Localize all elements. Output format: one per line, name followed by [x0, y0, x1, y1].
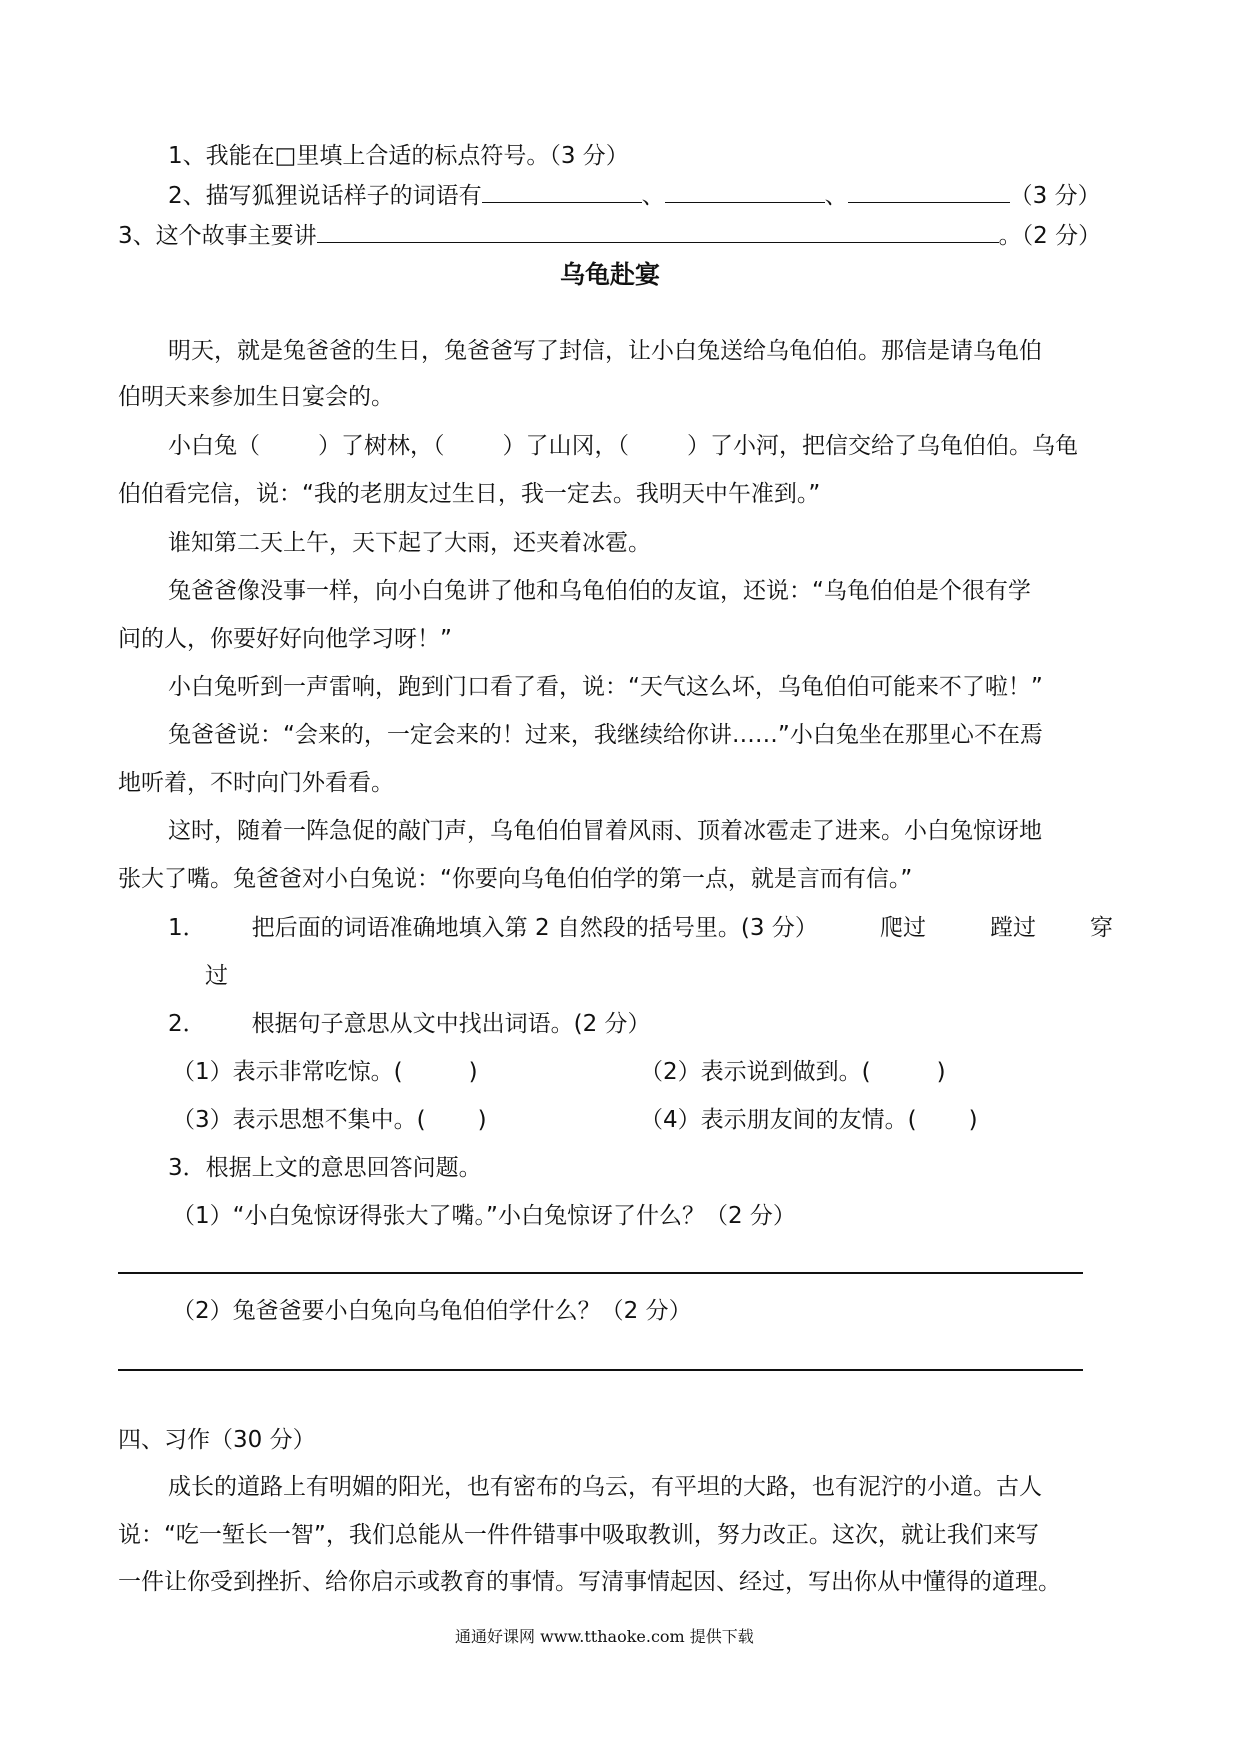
word-option-3-part-2: 过 [205, 963, 228, 989]
writing-heading: 四、习作（30 分） [118, 1427, 316, 1453]
sub-question-3 [172, 1105, 487, 1135]
question-2-fox-words [168, 180, 1101, 211]
text-segment: ）了山冈，（ [502, 433, 629, 459]
paragraph-7-line-1: 这时，随着一阵急促的敲门声，乌龟伯伯冒着风雨、顶着冰雹走了进来。小白兔惊讶地 [168, 818, 1042, 844]
bracket-close: ) [468, 1059, 478, 1085]
answer-blank[interactable] [317, 220, 999, 243]
text-segment: ）了树林，（ [318, 433, 445, 459]
sub-question-text: （2）表示说到做到。( [640, 1059, 871, 1085]
score-label: 。（2 分） [998, 223, 1102, 249]
answer-question-1: （1）“小白兔惊讶得张大了嘴。”小白兔惊讶了什么？（2 分） [172, 1203, 796, 1229]
sub-question-1 [172, 1057, 478, 1087]
paragraph-3: 谁知第二天上午，天下起了大雨，还夹着冰雹。 [168, 530, 651, 556]
answer-question-2: （2）兔爸爸要小白兔向乌龟伯伯学什么？（2 分） [172, 1298, 692, 1324]
writing-prompt-line-3: 一件让你受到挫折、给你启示或教育的事情。写清事情起因、经过，写出你从中懂得的道理。 [118, 1569, 1061, 1595]
sub-question-2 [640, 1057, 946, 1087]
paragraph-2-line-2: 伯伯看完信，说：“我的老朋友过生日，我一定去。我明天中午准到。” [118, 481, 821, 507]
answer-blank[interactable] [665, 180, 825, 203]
bracket-close: ) [477, 1107, 487, 1133]
question-1-punctuation: 1、我能在□里填上合适的标点符号。（3 分） [168, 143, 629, 169]
paragraph-5: 小白兔听到一声雷响，跑到门口看了看，说：“天气这么坏，乌龟伯伯可能来不了啦！” [168, 674, 1043, 700]
paragraph-1-line-1: 明天，就是兔爸爸的生日，兔爸爸写了封信，让小白兔送给乌龟伯伯。那信是请乌龟伯 [168, 338, 1042, 364]
score-label: （3 分） [1009, 183, 1101, 209]
paragraph-6-line-1: 兔爸爸说：“会来的，一定会来的！过来，我继续给你讲……”小白兔坐在那里心不在焉 [168, 722, 1043, 748]
paragraph-2-line-1 [168, 431, 1078, 461]
question-number: 1． [168, 915, 206, 941]
writing-prompt-line-1: 成长的道路上有明媚的阳光，也有密布的乌云，有平坦的大路，也有泥泞的小道。古人 [168, 1474, 1042, 1500]
paragraph-6-line-2: 地听着，不时向门外看看。 [118, 770, 394, 796]
question-answer: 3．根据上文的意思回答问题。 [168, 1155, 482, 1181]
answer-blank[interactable] [848, 180, 1010, 203]
paragraph-7-line-2: 张大了嘴。兔爸爸对小白兔说：“你要向乌龟伯伯学的第一点，就是言而有信。” [118, 866, 913, 892]
bracket-close: ) [936, 1059, 946, 1085]
word-option-3-part-1: 穿 [1090, 915, 1113, 941]
question-text: 根据句子意思从文中找出词语。(2 分） [251, 1011, 651, 1037]
text-segment: ）了小河，把信交给了乌龟伯伯。乌龟 [687, 433, 1078, 459]
sub-question-text: （3）表示思想不集中。( [172, 1107, 426, 1133]
writing-prompt-line-2: 说：“吃一堑长一智”，我们总能从一件件错事中吸取教训，努力改正。这次，就让我们来写 [118, 1522, 1039, 1548]
answer-line-2[interactable] [118, 1369, 1083, 1371]
question-3-story-summary [118, 220, 1101, 251]
word-option-1: 爬过 [880, 915, 926, 941]
answer-blank[interactable] [482, 180, 642, 203]
text-segment: 小白兔（ [168, 433, 260, 459]
sub-question-text: （4）表示朋友间的友情。( [640, 1107, 917, 1133]
question-fill-words [168, 913, 818, 943]
question-3-text: 3、这个故事主要讲 [118, 223, 317, 249]
paragraph-1-line-2: 伯明天来参加生日宴会的。 [118, 384, 394, 410]
question-number: 2． [168, 1011, 206, 1037]
question-find-words [168, 1009, 651, 1039]
sub-question-text: （1）表示非常吃惊。( [172, 1059, 403, 1085]
page-footer: 通通好课网 www.tthaoke.com 提供下载 [455, 1627, 754, 1646]
separator: 、 [824, 183, 848, 209]
bracket-close: ) [968, 1107, 978, 1133]
paragraph-4-line-2: 问的人，你要好好向他学习呀！” [118, 626, 452, 652]
separator: 、 [641, 183, 665, 209]
question-text: 把后面的词语准确地填入第 2 自然段的括号里。(3 分） [251, 915, 818, 941]
story-title: 乌龟赴宴 [560, 260, 661, 289]
paragraph-4-line-1: 兔爸爸像没事一样，向小白兔讲了他和乌龟伯伯的友谊，还说：“乌龟伯伯是个很有学 [168, 578, 1031, 604]
word-option-2: 蹚过 [990, 915, 1036, 941]
answer-line-1[interactable] [118, 1272, 1083, 1274]
sub-question-4 [640, 1105, 978, 1135]
question-2-text: 2、描写狐狸说话样子的词语有 [168, 183, 482, 209]
